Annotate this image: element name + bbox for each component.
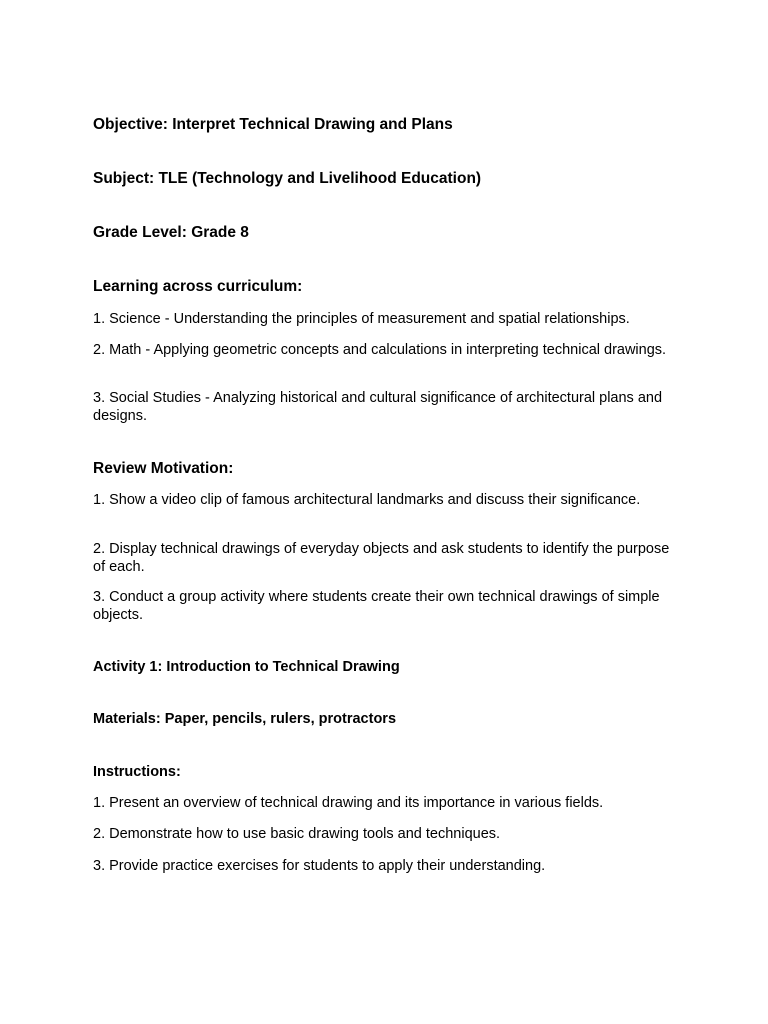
learning-heading: Learning across curriculum:	[93, 278, 303, 295]
objective-heading: Objective: Interpret Technical Drawing and Plans	[93, 116, 453, 133]
review-item: 3. Conduct a group activity where students create their own technical drawings of simple objects.	[93, 589, 660, 623]
instruction-item: 1. Present an overview of technical drawing and its importance in various fields.	[93, 795, 604, 811]
instructions-heading: Instructions:	[93, 764, 181, 780]
learning-item: 2. Math - Applying geometric concepts and calculations in interpreting technical drawings.	[93, 342, 667, 358]
learning-item: 1. Science - Understanding the principles of measurement and spatial relationships.	[93, 311, 630, 327]
grade-level-heading: Grade Level: Grade 8	[93, 224, 249, 241]
instruction-item: 3. Provide practice exercises for students to apply their understanding.	[93, 858, 546, 874]
review-motivation-heading: Review Motivation:	[93, 460, 234, 477]
learning-item: 3. Social Studies - Analyzing historical and cultural significance of architectural plans and designs.	[93, 390, 663, 424]
activity-heading: Activity 1: Introduction to Technical Drawing	[93, 659, 400, 675]
review-item: 1. Show a video clip of famous architectural landmarks and discuss their significance.	[93, 492, 641, 508]
subject-heading: Subject: TLE (Technology and Livelihood Education)	[93, 170, 482, 187]
review-item: 2. Display technical drawings of everyday objects and ask students to identify the purpose of each.	[93, 541, 670, 575]
materials-heading: Materials: Paper, pencils, rulers, protractors	[93, 711, 397, 727]
instruction-item: 2. Demonstrate how to use basic drawing tools and techniques.	[93, 826, 501, 842]
